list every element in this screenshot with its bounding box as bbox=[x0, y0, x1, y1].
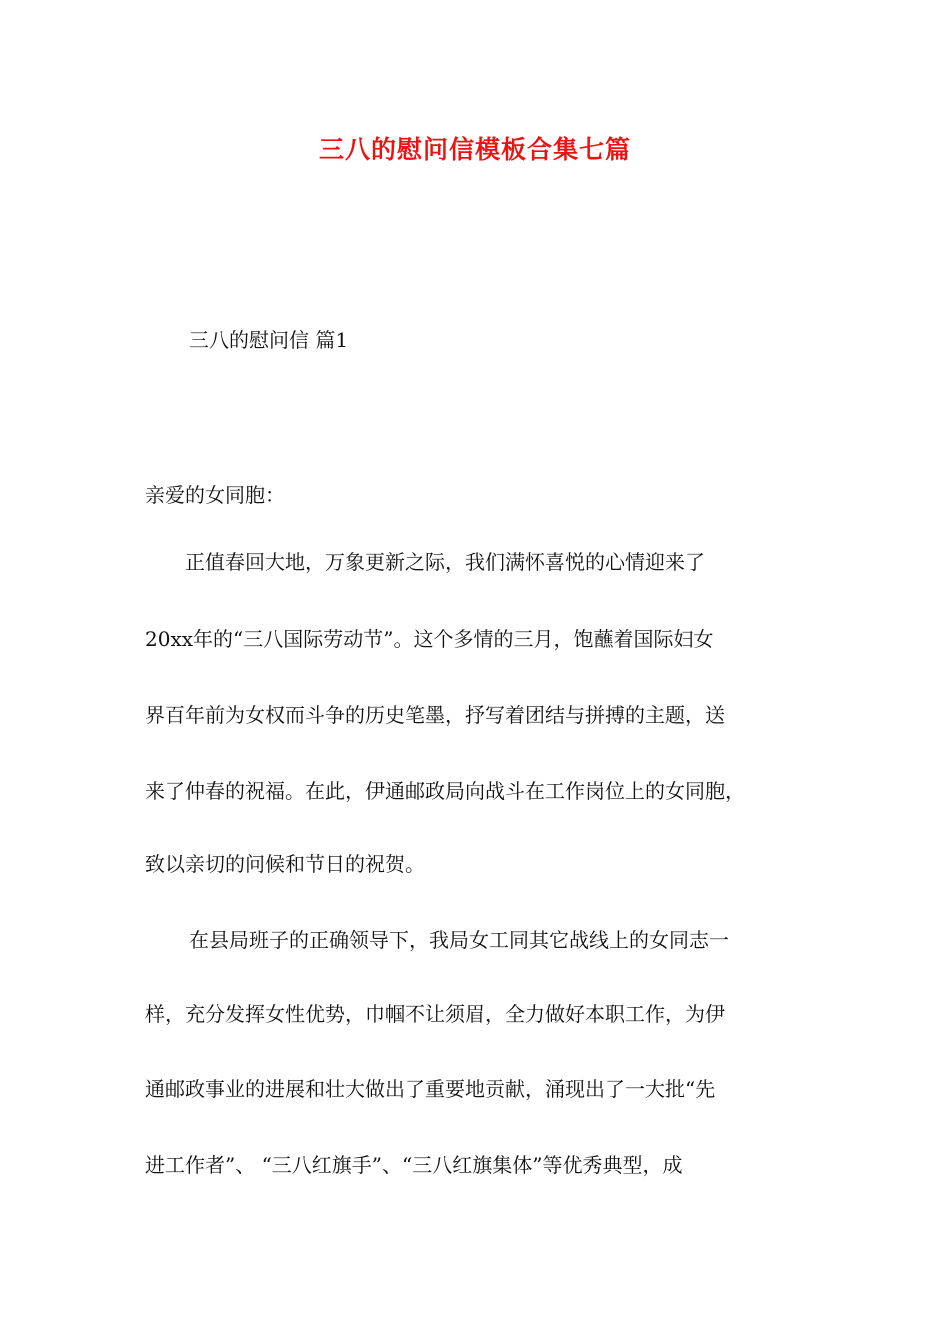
document-title: 三八的慰问信模板合集七篇 bbox=[318, 135, 631, 164]
paragraph-line: 正值春回大地，万象更新之际，我们满怀喜悦的心情迎来了 bbox=[165, 550, 705, 574]
paragraph-line: 致以亲切的问候和节日的祝贺。 bbox=[145, 852, 425, 876]
section-heading: 三八的慰问信 篇1 bbox=[189, 328, 349, 352]
paragraph-line: 在县局班子的正确领导下，我局女工同其它战线上的女同志一 bbox=[189, 928, 729, 952]
paragraph-line: 样，充分发挥女性优势，巾帼不让须眉，全力做好本职工作，为伊 bbox=[145, 1002, 725, 1026]
paragraph-line: 20xx年的“三八国际劳动节”。这个多情的三月，饱蘸着国际妇女 bbox=[145, 627, 714, 651]
paragraph-line: 进工作者”、 “三八红旗手”、“三八红旗集体”等优秀典型，成 bbox=[145, 1153, 683, 1177]
paragraph-line: 通邮政事业的进展和壮大做出了重要地贡献，涌现出了一大批“先 bbox=[145, 1077, 716, 1101]
paragraph-line: 来了仲春的祝福。在此，伊通邮政局向战斗在工作岗位上的女同胞， bbox=[145, 779, 745, 803]
paragraph-line: 界百年前为女权而斗争的历史笔墨，抒写着团结与拼搏的主题，送 bbox=[145, 703, 725, 727]
salutation: 亲爱的女同胞： bbox=[145, 483, 285, 507]
